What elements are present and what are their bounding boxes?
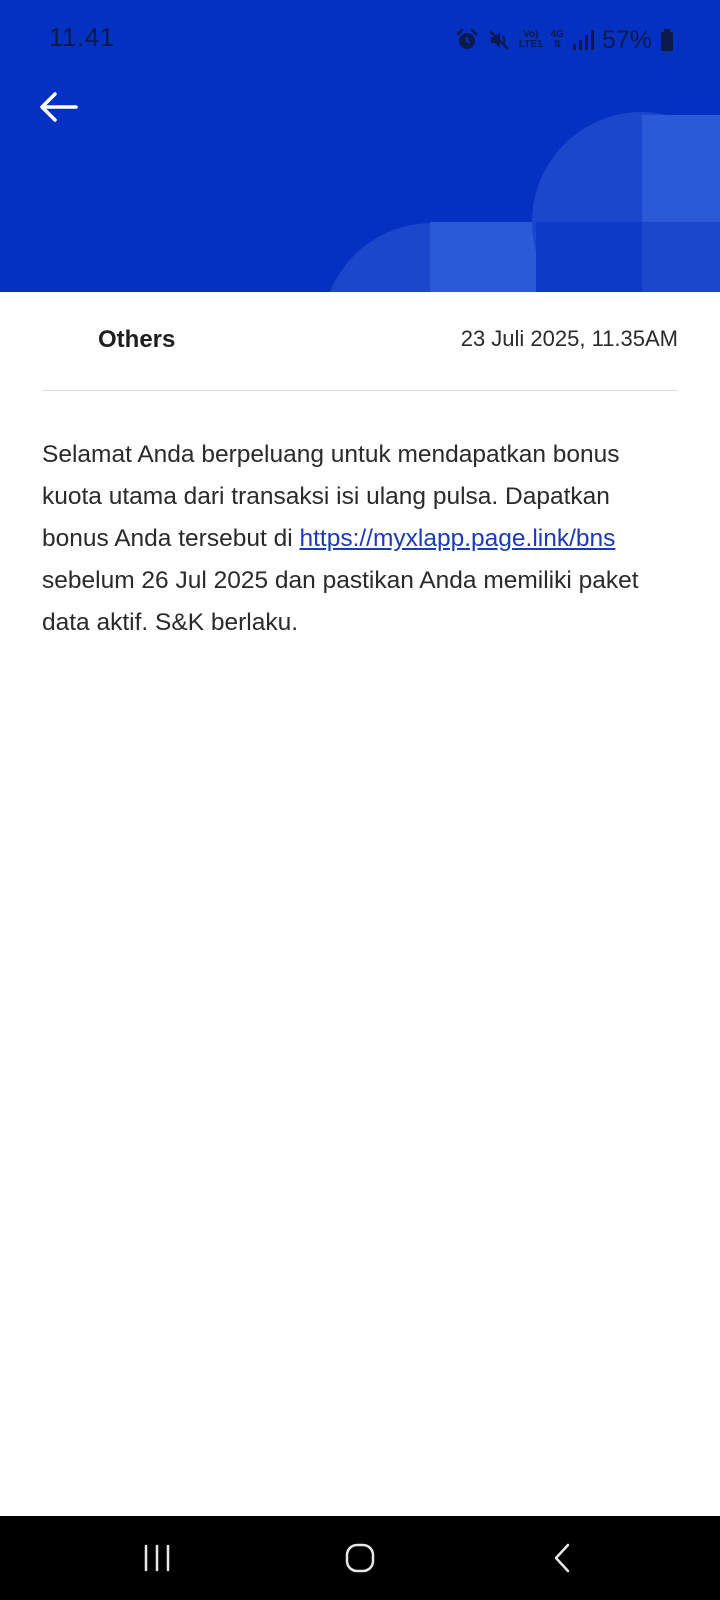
alarm-icon (455, 28, 479, 52)
battery-icon (660, 28, 674, 52)
mute-icon (487, 28, 511, 52)
recent-apps-button[interactable] (127, 1534, 187, 1582)
network-type (551, 30, 564, 50)
system-nav-bar (0, 1516, 720, 1600)
back-chevron-icon (551, 1542, 575, 1574)
home-icon (344, 1542, 376, 1574)
network-label-bottom: LTE1 (518, 39, 543, 50)
arrow-left-icon (30, 82, 88, 132)
header-banner (0, 0, 720, 292)
signal-icon (572, 29, 594, 51)
network-type-label: 4G (550, 29, 564, 40)
notification-timestamp: 23 Juli 2025, 11.35AM (460, 326, 678, 351)
back-button[interactable] (30, 82, 88, 132)
recent-apps-icon (141, 1543, 173, 1573)
status-time: 11.41 (49, 22, 115, 52)
system-back-button[interactable] (533, 1534, 593, 1582)
message-text-before: Selamat Anda berpeluang untuk mendapatkan bonus kuota utama dari transaksi isi ulang pulsa. Dapatkan bonus Anda tersebut di (42, 441, 620, 552)
message-text-after: sebelum 26 Jul 2025 dan pastikan Anda memiliki paket data aktif. S&K berlaku. (42, 567, 639, 636)
notification-meta (42, 292, 678, 391)
status-icons (455, 20, 674, 60)
battery-percent: 57% (601, 25, 652, 54)
notification-category: Others (98, 326, 176, 353)
network-arrows: ⇅ (553, 39, 562, 50)
status-bar (0, 0, 720, 80)
home-button[interactable] (330, 1534, 390, 1582)
bonus-link[interactable]: https://myxlapp.page.link/bns (299, 525, 616, 552)
network-label-top: Vo) (523, 29, 539, 40)
volte-icon (519, 30, 543, 50)
notification-message (42, 434, 682, 644)
